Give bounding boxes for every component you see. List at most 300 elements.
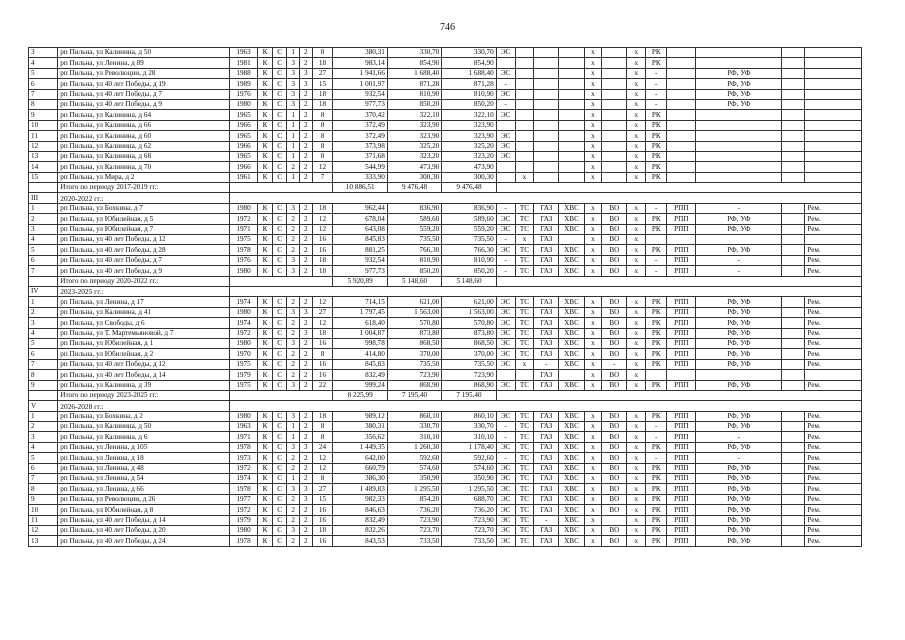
- floors-cell: 2: [287, 318, 300, 328]
- roof-repair-cell: РК: [646, 505, 667, 515]
- facade-insulation-cell: РФ, УФ: [696, 338, 782, 348]
- facade-cell: РПП: [667, 328, 696, 338]
- private-area-cell: 836,90: [442, 203, 496, 213]
- apartments-cell: 16: [312, 505, 333, 515]
- entrances-cell: 2: [299, 131, 312, 141]
- gas-cell: [534, 79, 559, 89]
- basement-cell: x: [627, 370, 646, 380]
- elevator-cell: [782, 141, 805, 151]
- row-number-cell: 12: [29, 141, 58, 151]
- row-number-cell: 3: [29, 224, 58, 234]
- wall-material-cell: К: [258, 453, 273, 463]
- repair-note-cell: Рем.: [805, 536, 862, 546]
- private-area-cell: 330,70: [442, 48, 496, 58]
- residential-area-cell: 310,10: [387, 432, 441, 442]
- residential-area-cell: 300,30: [387, 172, 441, 182]
- heating-cell: ТС: [515, 422, 534, 432]
- table-row: [29, 131, 862, 141]
- floors-cell: 2: [287, 453, 300, 463]
- row-number-cell: 2: [29, 214, 58, 224]
- address-cell: рп Пильна, ул Ленина, д 105: [58, 442, 230, 452]
- heating-cell: ТС: [515, 338, 534, 348]
- apartments-cell: 16: [312, 359, 333, 369]
- drainage-cell: ВО: [602, 380, 627, 390]
- private-area-cell: 589,60: [442, 214, 496, 224]
- total-area-cell: 962,44: [333, 203, 387, 213]
- heating-cell: [515, 99, 534, 109]
- elevator-cell: [782, 349, 805, 359]
- electricity-cell: ЭС: [496, 349, 515, 359]
- cold-water-cell: [559, 172, 584, 182]
- wall-material-cell: К: [258, 442, 273, 452]
- drainage-cell: ВО: [602, 349, 627, 359]
- drainage-cell: [602, 162, 627, 172]
- address-cell: рп Пильна, ул Революции, д 26: [58, 494, 230, 504]
- facade-insulation-cell: [696, 58, 782, 68]
- total-area-cell: 333,90: [333, 172, 387, 182]
- facade-cell: РПП: [667, 505, 696, 515]
- roof-repair-cell: РК: [646, 245, 667, 255]
- table-row: [29, 172, 862, 182]
- facade-cell: [667, 99, 696, 109]
- residential-area-cell: 323,20: [387, 151, 441, 161]
- row-number-cell: 11: [29, 131, 58, 141]
- facade-insulation-cell: -: [696, 266, 782, 276]
- floors-cell: 3: [287, 203, 300, 213]
- facade-insulation-cell: РФ, УФ: [696, 214, 782, 224]
- floors-cell: 3: [287, 442, 300, 452]
- row-number-cell: 7: [29, 266, 58, 276]
- floors-cell: 2: [287, 224, 300, 234]
- electricity-cell: ЭС: [496, 151, 515, 161]
- roof-repair-cell: РК: [646, 131, 667, 141]
- build-year-cell: 1980: [229, 203, 257, 213]
- address-cell: рп Пильна, ул 40 лет Победы, д 9: [58, 266, 230, 276]
- floors-cell: 1: [287, 48, 300, 58]
- total-area-cell: 1 941,66: [333, 68, 387, 78]
- apartments-cell: 16: [312, 338, 333, 348]
- table-row: [29, 338, 862, 348]
- private-area-cell: 850,20: [442, 99, 496, 109]
- basement-cell: x: [627, 245, 646, 255]
- hot-water-cell: x: [584, 162, 602, 172]
- roof-repair-cell: РК: [646, 214, 667, 224]
- basement-cell: x: [627, 484, 646, 494]
- apartments-cell: 18: [312, 99, 333, 109]
- facade-cell: РПП: [667, 463, 696, 473]
- section-title: 2020-2022 гг.:: [58, 193, 230, 203]
- facade-cell: РПП: [667, 474, 696, 484]
- residential-area-cell: 850,20: [387, 266, 441, 276]
- facade-insulation-cell: [696, 110, 782, 120]
- total-area-cell: 843,53: [333, 536, 387, 546]
- wall-material-cell: К: [258, 172, 273, 182]
- floors-cell: 3: [287, 307, 300, 317]
- cold-water-cell: [559, 370, 584, 380]
- entrances-cell: 2: [299, 141, 312, 151]
- elevator-cell: [782, 151, 805, 161]
- heating-cell: [515, 131, 534, 141]
- hot-water-cell: x: [584, 214, 602, 224]
- basement-cell: x: [627, 422, 646, 432]
- residential-area-cell: 323,90: [387, 120, 441, 130]
- heating-cell: ТС: [515, 525, 534, 535]
- cold-water-cell: [559, 58, 584, 68]
- private-area-cell: 325,20: [442, 141, 496, 151]
- wall-material-cell: К: [258, 203, 273, 213]
- heating-cell: [515, 162, 534, 172]
- hot-water-cell: x: [584, 131, 602, 141]
- cold-water-cell: ХВС: [559, 203, 584, 213]
- table-row: [29, 141, 862, 151]
- entrances-cell: 2: [299, 432, 312, 442]
- repair-note-cell: Рем.: [805, 328, 862, 338]
- address-cell: рп Пильна, ул Бохкина, д 7: [58, 203, 230, 213]
- residential-area-cell: 868,90: [387, 380, 441, 390]
- roof-repair-cell: РК: [646, 349, 667, 359]
- repair-note-cell: Рем.: [805, 318, 862, 328]
- cold-water-cell: [559, 235, 584, 245]
- residential-area-cell: 723,90: [387, 515, 441, 525]
- address-cell: рп Пильна, ул 40 лет Победы, д 24: [58, 536, 230, 546]
- facade-cell: [667, 235, 696, 245]
- apartments-cell: 8: [312, 474, 333, 484]
- elevator-cell: [782, 245, 805, 255]
- drainage-cell: ВО: [602, 255, 627, 265]
- repair-note-cell: Рем.: [805, 411, 862, 421]
- row-number-cell: 8: [29, 99, 58, 109]
- roof-type-cell: С: [272, 110, 287, 120]
- roof-type-cell: С: [272, 120, 287, 130]
- residential-area-cell: 592,60: [387, 453, 441, 463]
- roof-repair-cell: РК: [646, 318, 667, 328]
- facade-cell: РПП: [667, 380, 696, 390]
- hot-water-cell: x: [584, 89, 602, 99]
- electricity-cell: -: [496, 79, 515, 89]
- gas-cell: [534, 68, 559, 78]
- drainage-cell: [602, 99, 627, 109]
- roof-type-cell: С: [272, 318, 287, 328]
- facade-insulation-cell: РФ, УФ: [696, 484, 782, 494]
- row-number-cell: 5: [29, 338, 58, 348]
- repair-note-cell: [805, 151, 862, 161]
- cold-water-cell: ХВС: [559, 255, 584, 265]
- table-row: [29, 162, 862, 172]
- gas-cell: ГАЗ: [534, 380, 559, 390]
- electricity-cell: ЭС: [496, 214, 515, 224]
- facade-cell: РПП: [667, 318, 696, 328]
- roof-type-cell: С: [272, 131, 287, 141]
- build-year-cell: 1965: [229, 110, 257, 120]
- build-year-cell: 1978: [229, 245, 257, 255]
- entrances-cell: 2: [299, 255, 312, 265]
- residential-area-cell: 370,00: [387, 349, 441, 359]
- drainage-cell: ВО: [602, 370, 627, 380]
- basement-cell: x: [627, 349, 646, 359]
- hot-water-cell: x: [584, 307, 602, 317]
- basement-cell: x: [627, 297, 646, 307]
- total-area-cell: 643,08: [333, 224, 387, 234]
- apartments-cell: 15: [312, 494, 333, 504]
- table-row: [29, 442, 862, 452]
- apartments-cell: 18: [312, 58, 333, 68]
- facade-insulation-cell: РФ, УФ: [696, 411, 782, 421]
- cold-water-cell: [559, 141, 584, 151]
- drainage-cell: [602, 141, 627, 151]
- section-header-row: [29, 401, 862, 411]
- build-year-cell: 1971: [229, 432, 257, 442]
- period-total-value: 10 886,51: [333, 183, 387, 193]
- table-row: [29, 422, 862, 432]
- facade-insulation-cell: РФ, УФ: [696, 463, 782, 473]
- hot-water-cell: x: [584, 297, 602, 307]
- private-area-cell: 323,90: [442, 120, 496, 130]
- row-number-cell: 4: [29, 235, 58, 245]
- total-area-cell: 544,99: [333, 162, 387, 172]
- blank-cell: [229, 401, 861, 411]
- entrances-cell: 3: [299, 484, 312, 494]
- gas-cell: [534, 162, 559, 172]
- elevator-cell: [782, 453, 805, 463]
- residential-area-cell: 868,50: [387, 338, 441, 348]
- private-area-cell: 766,30: [442, 245, 496, 255]
- roof-type-cell: С: [272, 203, 287, 213]
- build-year-cell: 1974: [229, 474, 257, 484]
- cold-water-cell: [559, 120, 584, 130]
- wall-material-cell: К: [258, 463, 273, 473]
- electricity-cell: ЭС: [496, 359, 515, 369]
- blank-cell: [496, 183, 861, 193]
- wall-material-cell: К: [258, 245, 273, 255]
- roof-type-cell: С: [272, 338, 287, 348]
- drainage-cell: ВО: [602, 338, 627, 348]
- private-area-cell: 323,90: [442, 131, 496, 141]
- private-area-cell: 868,90: [442, 380, 496, 390]
- basement-cell: x: [627, 214, 646, 224]
- elevator-cell: [782, 120, 805, 130]
- facade-cell: [667, 89, 696, 99]
- floors-cell: 2: [287, 245, 300, 255]
- table-row: [29, 307, 862, 317]
- address-cell: рп Пильна, ул Юбилейная, д 2: [58, 349, 230, 359]
- roof-type-cell: С: [272, 224, 287, 234]
- basement-cell: x: [627, 99, 646, 109]
- wall-material-cell: К: [258, 474, 273, 484]
- drainage-cell: -: [602, 359, 627, 369]
- elevator-cell: [782, 525, 805, 535]
- cold-water-cell: ХВС: [559, 474, 584, 484]
- entrances-cell: 2: [299, 380, 312, 390]
- roof-type-cell: С: [272, 515, 287, 525]
- gas-cell: [534, 151, 559, 161]
- heating-cell: ТС: [515, 463, 534, 473]
- apartments-cell: 18: [312, 525, 333, 535]
- total-area-cell: 1 489,83: [333, 484, 387, 494]
- heating-cell: ТС: [515, 432, 534, 442]
- total-area-cell: 998,78: [333, 338, 387, 348]
- table-row: [29, 515, 862, 525]
- heating-cell: ТС: [515, 245, 534, 255]
- blank-cell: [496, 390, 861, 400]
- elevator-cell: [782, 162, 805, 172]
- residential-area-cell: 350,90: [387, 474, 441, 484]
- section-number: III: [29, 193, 58, 203]
- facade-cell: РПП: [667, 536, 696, 546]
- facade-insulation-cell: РФ, УФ: [696, 89, 782, 99]
- roof-repair-cell: -: [646, 255, 667, 265]
- elevator-cell: [782, 297, 805, 307]
- facade-cell: РПП: [667, 203, 696, 213]
- total-area-cell: 989,12: [333, 411, 387, 421]
- section-number: IV: [29, 286, 58, 296]
- row-number-cell: 5: [29, 68, 58, 78]
- hot-water-cell: x: [584, 432, 602, 442]
- row-number-cell: 11: [29, 515, 58, 525]
- elevator-cell: [782, 214, 805, 224]
- gas-cell: ГАЗ: [534, 203, 559, 213]
- cold-water-cell: ХВС: [559, 349, 584, 359]
- roof-type-cell: С: [272, 89, 287, 99]
- cold-water-cell: ХВС: [559, 307, 584, 317]
- elevator-cell: [782, 99, 805, 109]
- row-number-cell: 12: [29, 525, 58, 535]
- address-cell: рп Пильна, ул 40 лет Победы, д 20: [58, 525, 230, 535]
- gas-cell: ГАЗ: [534, 235, 559, 245]
- entrances-cell: 2: [299, 297, 312, 307]
- address-cell: рп Пильна, ул Калинина, д 68: [58, 151, 230, 161]
- build-year-cell: 1989: [229, 79, 257, 89]
- repair-note-cell: [805, 58, 862, 68]
- apartments-cell: 27: [312, 68, 333, 78]
- row-number-cell: 6: [29, 79, 58, 89]
- floors-cell: 1: [287, 474, 300, 484]
- electricity-cell: ЭС: [496, 536, 515, 546]
- facade-insulation-cell: РФ, УФ: [696, 536, 782, 546]
- hot-water-cell: x: [584, 370, 602, 380]
- section-number: V: [29, 401, 58, 411]
- row-number-cell: 4: [29, 328, 58, 338]
- heating-cell: ТС: [515, 484, 534, 494]
- electricity-cell: [496, 58, 515, 68]
- facade-insulation-cell: [696, 48, 782, 58]
- basement-cell: x: [627, 307, 646, 317]
- gas-cell: -: [534, 359, 559, 369]
- row-number-cell: 15: [29, 172, 58, 182]
- hot-water-cell: x: [584, 442, 602, 452]
- elevator-cell: [782, 505, 805, 515]
- electricity-cell: ЭС: [496, 463, 515, 473]
- total-area-cell: 414,80: [333, 349, 387, 359]
- roof-type-cell: С: [272, 359, 287, 369]
- address-cell: рп Пильна, ул 40 лет Победы, д 9: [58, 99, 230, 109]
- gas-cell: ГАЗ: [534, 338, 559, 348]
- gas-cell: ГАЗ: [534, 505, 559, 515]
- cold-water-cell: ХВС: [559, 328, 584, 338]
- build-year-cell: 1963: [229, 422, 257, 432]
- address-cell: рп Пильна, ул Калинина, д 41: [58, 307, 230, 317]
- electricity-cell: ЭС: [496, 328, 515, 338]
- floors-cell: 2: [287, 370, 300, 380]
- repair-note-cell: [805, 68, 862, 78]
- address-cell: рп Пильна, ул Ленина, д 48: [58, 463, 230, 473]
- cold-water-cell: [559, 99, 584, 109]
- roof-repair-cell: РК: [646, 484, 667, 494]
- gas-cell: ГАЗ: [534, 536, 559, 546]
- elevator-cell: [782, 48, 805, 58]
- entrances-cell: 2: [299, 224, 312, 234]
- apartments-cell: 16: [312, 515, 333, 525]
- wall-material-cell: К: [258, 484, 273, 494]
- electricity-cell: ЭС: [496, 297, 515, 307]
- wall-material-cell: К: [258, 505, 273, 515]
- period-total-value: 5 148,60: [442, 276, 496, 286]
- repair-note-cell: Рем.: [805, 349, 862, 359]
- floors-cell: 3: [287, 338, 300, 348]
- roof-repair-cell: РК: [646, 58, 667, 68]
- facade-insulation-cell: РФ, УФ: [696, 349, 782, 359]
- facade-insulation-cell: [696, 131, 782, 141]
- private-area-cell: 1 688,40: [442, 68, 496, 78]
- blank-cell: [496, 276, 861, 286]
- facade-insulation-cell: РФ, УФ: [696, 307, 782, 317]
- address-cell: рп Пильна, ул 40 лет Победы, д 7: [58, 89, 230, 99]
- roof-repair-cell: РК: [646, 463, 667, 473]
- table-row: [29, 380, 862, 390]
- residential-area-cell: 330,70: [387, 48, 441, 58]
- hot-water-cell: x: [584, 422, 602, 432]
- floors-cell: 3: [287, 484, 300, 494]
- residential-area-cell: 330,70: [387, 422, 441, 432]
- table-row: [29, 255, 862, 265]
- total-area-cell: 983,14: [333, 58, 387, 68]
- address-cell: рп Пильна, ул Мира, д 2: [58, 172, 230, 182]
- apartments-cell: 12: [312, 214, 333, 224]
- residential-area-cell: 589,60: [387, 214, 441, 224]
- drainage-cell: [602, 120, 627, 130]
- apartments-cell: 18: [312, 203, 333, 213]
- entrances-cell: 2: [299, 266, 312, 276]
- heating-cell: [515, 110, 534, 120]
- repair-note-cell: Рем.: [805, 474, 862, 484]
- elevator-cell: [782, 172, 805, 182]
- private-area-cell: 323,20: [442, 151, 496, 161]
- entrances-cell: 3: [299, 442, 312, 452]
- private-area-cell: 1 563,00: [442, 307, 496, 317]
- table-row: [29, 411, 862, 421]
- cold-water-cell: [559, 131, 584, 141]
- cold-water-cell: [559, 79, 584, 89]
- build-year-cell: 1977: [229, 494, 257, 504]
- floors-cell: 2: [287, 162, 300, 172]
- basement-cell: x: [627, 141, 646, 151]
- repair-note-cell: [805, 79, 862, 89]
- repair-note-cell: Рем.: [805, 453, 862, 463]
- wall-material-cell: К: [258, 359, 273, 369]
- private-area-cell: 735,50: [442, 235, 496, 245]
- row-number-cell: 5: [29, 245, 58, 255]
- basement-cell: x: [627, 494, 646, 504]
- basement-cell: x: [627, 338, 646, 348]
- residential-area-cell: 733,50: [387, 536, 441, 546]
- facade-cell: РПП: [667, 432, 696, 442]
- hot-water-cell: x: [584, 203, 602, 213]
- gas-cell: ГАЗ: [534, 214, 559, 224]
- row-number-cell: [29, 183, 58, 193]
- address-cell: рп Пильна, ул 40 лет Победы, д 19: [58, 79, 230, 89]
- private-area-cell: 873,80: [442, 328, 496, 338]
- build-year-cell: 1970: [229, 349, 257, 359]
- build-year-cell: 1978: [229, 536, 257, 546]
